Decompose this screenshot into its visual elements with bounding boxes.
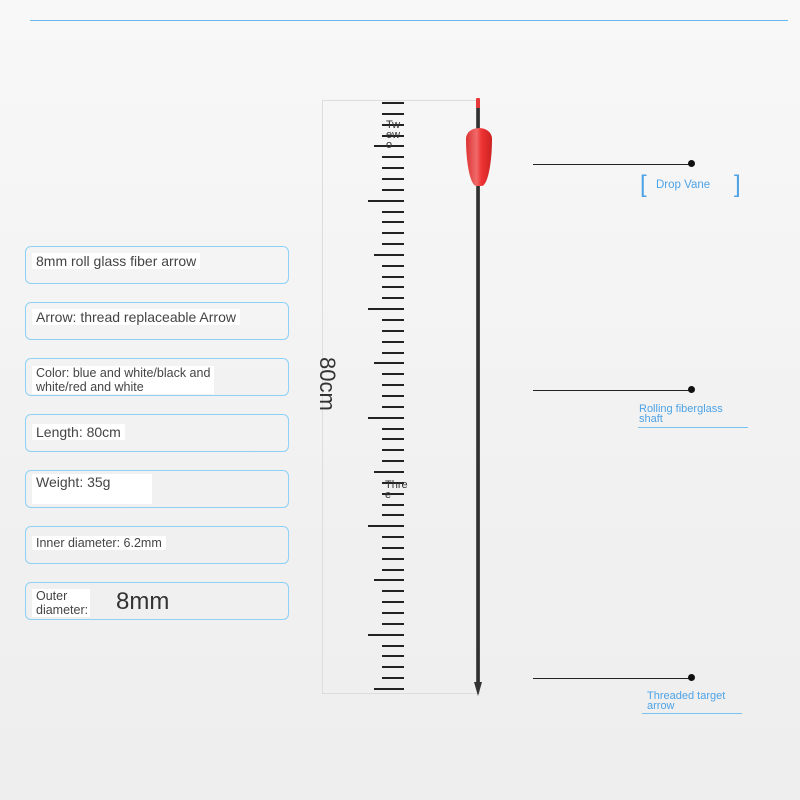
ruler-tick [382,189,404,191]
callout-tip-dot [688,674,695,681]
ruler-tick [374,688,404,690]
callout-vane-bracket-left: [ [640,171,647,198]
ruler-tick [382,612,404,614]
ruler-tick [382,319,404,321]
spec-color [25,358,289,396]
spec-color-text [32,366,214,394]
ruler-tick [382,384,404,386]
ruler-tick [368,308,404,310]
ruler-tick [382,514,404,516]
spec-arrow-text: Arrow: thread replaceable Arrow [32,309,240,325]
callout-tip-underline [642,713,742,714]
arrow-nock [476,98,480,108]
spec-length [25,414,289,452]
spec-outer-value: 8mm [116,588,170,615]
callout-tip-text [647,691,725,711]
arrow-point [474,682,482,696]
ruler-tick [382,211,404,213]
ruler-tick [374,362,404,364]
top-divider [30,20,788,21]
ruler-tick [382,243,404,245]
ruler-tick [382,395,404,397]
ruler-tick [382,547,404,549]
ruler-tick [382,666,404,668]
spec-outer-label-1: Outer [36,589,68,603]
ruler-tick [368,417,404,419]
ruler-tick [382,178,404,180]
callout-shaft-text-2: shaft [639,413,663,425]
ruler-tick [382,569,404,571]
callout-shaft-text [639,404,723,424]
ruler-tick [382,590,404,592]
spec-outer-diameter [25,582,289,620]
ruler-tick [382,221,404,223]
arrow-vane [466,128,492,186]
ruler-mark-two-b: ew [386,129,401,141]
ruler-tick [374,579,404,581]
callout-tip-text-2: arrow [647,700,675,712]
callout-vane-line [533,164,691,165]
spec-color-line2: white/red and white [36,380,144,394]
ruler-tick [382,406,404,408]
ruler-length-label: 80cm [315,357,340,411]
ruler-tick [374,254,404,256]
spec-weight-text: Weight: 35g [32,474,152,504]
ruler-tick [382,102,404,104]
ruler-tick [382,460,404,462]
callout-shaft-dot [688,386,695,393]
ruler-tick [382,645,404,647]
ruler-tick [382,330,404,332]
ruler-tick [368,200,404,202]
ruler-mark-three-a: Thre [385,479,408,491]
ruler-mark-two [386,120,400,150]
ruler-tick [382,276,404,278]
ruler-tick [382,677,404,679]
ruler-tick [382,428,404,430]
ruler-mark-three-b: e [385,489,392,501]
ruler-tick [382,558,404,560]
spec-color-line1: Color: blue and white/black and [36,366,211,380]
callout-shaft-text-1: Rolling fiberglass [639,403,723,415]
callout-tip-text-1: Threaded target [647,690,726,702]
ruler-tick [382,373,404,375]
ruler-tick [382,341,404,343]
spec-weight [25,470,289,508]
ruler-tick [382,623,404,625]
ruler-mark-two-c: o [386,139,393,151]
ruler-tick [368,634,404,636]
spec-length-text: Length: 80cm [32,424,125,440]
callout-tip-line [533,678,691,679]
callout-shaft-underline [638,427,748,428]
ruler-tick [382,156,404,158]
ruler-tick [382,113,404,115]
spec-outer-label [32,589,90,617]
ruler-tick [382,167,404,169]
ruler-tick [382,297,404,299]
spec-inner-text: Inner diameter: 6.2mm [32,536,166,550]
ruler-tick [374,471,404,473]
spec-inner-diameter [25,526,289,564]
ruler-tick [382,449,404,451]
spec-product-text: 8mm roll glass fiber arrow [32,253,200,269]
ruler-tick [382,504,404,506]
ruler-tick [382,265,404,267]
ruler-mark-three [385,480,408,500]
spec-product [25,246,289,284]
spec-arrow [25,302,289,340]
callout-vane-dot [688,160,695,167]
ruler-tick [382,655,404,657]
ruler-tick [382,286,404,288]
callout-vane-bracket-right: ] [734,171,741,198]
arrow-shaft [476,104,480,684]
spec-outer-label-2: diameter: [36,603,89,617]
ruler-tick [382,438,404,440]
ruler-tick [382,536,404,538]
ruler-tick [368,525,404,527]
ruler-tick [382,601,404,603]
callout-shaft-line [533,390,691,391]
ruler-tick [382,352,404,354]
ruler-tick [382,232,404,234]
ruler-mark-two-a: Tw [386,119,401,131]
callout-vane-text: Drop Vane [656,179,711,191]
